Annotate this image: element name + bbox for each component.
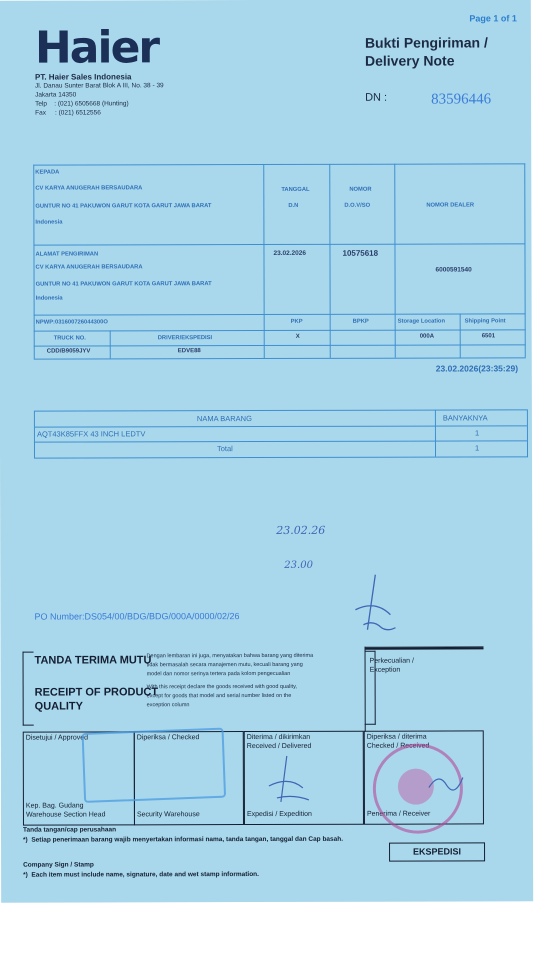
exception-label-2: Exception — [369, 666, 401, 674]
document-title-line1: Bukti Pengiriman / — [364, 34, 488, 51]
driver-signature — [345, 570, 405, 640]
ship-country: Indonesia — [35, 295, 63, 302]
storage-value: 000A — [419, 333, 435, 340]
wh-head-label-2: Warehouse Section Head — [25, 811, 106, 819]
total-label: Total — [216, 444, 233, 454]
kepada-label: KEPADA — [35, 169, 60, 176]
copy-label: EKSPEDISI — [389, 842, 485, 861]
dn-number: 83596446 — [431, 91, 492, 108]
driver-label: DRIVER/EKSPEDISI — [157, 335, 213, 342]
bpkp-label: BPKP — [352, 318, 369, 325]
total-qty: 1 — [474, 443, 480, 453]
shipping-value: 6501 — [481, 333, 496, 340]
delivered-label-2: Received / Delivered — [246, 742, 312, 751]
company-address-line2: Jakarta 14350 — [35, 91, 77, 99]
company-telp: Telp : (021) 6505668 (Hunting) — [35, 100, 129, 108]
quality-receipt-section — [23, 651, 381, 724]
shipping-label: Shipping Point — [464, 318, 506, 325]
item-name: AQT43K85FFX 43 INCH LEDTV — [36, 429, 146, 439]
col-nomor: NOMOR — [349, 186, 372, 193]
receipt-title-id: TANDA TERIMA MUTU — [34, 654, 152, 667]
note-en: *) Each item must include name, signature, date and wet stamp information. — [23, 871, 259, 879]
approved-label: Disetujui / Approved — [25, 734, 89, 742]
dealer-value: 6000591540 — [435, 266, 472, 274]
kepada-name: CV KARYA ANUGERAH BERSAUDARA — [35, 185, 143, 192]
col-banyaknya: BANYAKNYA — [442, 413, 488, 423]
handwritten-date: 23.02.26 — [276, 523, 326, 537]
col-dealer: NOMOR DEALER — [426, 202, 475, 209]
exception-box — [365, 646, 484, 731]
col-nama-barang: NAMA BARANG — [196, 414, 252, 424]
exception-label-1: Perkecualian / — [369, 657, 414, 665]
truck-value: CDD/B9059JYV — [46, 348, 91, 355]
receiver-label: Penerima / Receiver — [366, 810, 431, 818]
company-address-line1: Jl. Danau Sunter Barat Blok A III, No. 38 - 39 — [35, 82, 164, 90]
driver-value: EDVE88 — [177, 348, 201, 355]
wh-head-label-1: Kep. Bag. Gudang — [25, 802, 84, 810]
haier-logo: Haier — [34, 22, 159, 74]
tanggal-value: 23.02.2026 — [273, 249, 307, 257]
truck-label: TRUCK NO. — [53, 335, 86, 342]
receiver-signature — [425, 767, 475, 797]
company-fax: Fax : (021) 6512556 — [35, 109, 101, 117]
npwp-value: NPWP:031600726044300O — [35, 319, 108, 326]
company-name: PT. Haier Sales Indonesia — [35, 72, 132, 82]
received-label-2: Checked / Received — [366, 742, 430, 750]
po-number: PO Number:DS054/00/BDG/BDG/000A/0000/02/26 — [34, 611, 240, 622]
ship-label: ALAMAT PENGIRIMAN — [35, 251, 99, 258]
receipt-text-en-3: exception column — [146, 702, 190, 709]
note-id: *) Setiap penerimaan barang wajib menyertakan informasi nama, tanda tangan, tanggal dan Cap basah. — [23, 835, 344, 844]
dn-label: DN : — [365, 91, 388, 104]
receipt-text-id-3: model dan nomor serinya tertera pada kolom pengecualian — [146, 670, 291, 678]
company-sign-en: Company Sign / Stamp — [23, 861, 94, 869]
pkp-value: X — [295, 333, 300, 340]
kepada-address: GUNTUR NO 41 PAKUWON GARUT KOTA GARUT JAWA BARAT — [35, 203, 212, 210]
storage-label: Storage Location — [397, 318, 446, 325]
receipt-text-en-1: With this receipt declare the goods received with good quality, — [146, 683, 297, 691]
print-timestamp: 23.02.2026(23:35:29) — [435, 363, 519, 374]
receipt-title-en-1: RECEIPT OF PRODUCT — [34, 686, 159, 699]
nomor-value: 10575618 — [342, 248, 379, 258]
receipt-text-id-1: Dengan lembaran ini juga, menyatakan bahwa barang yang diterima — [146, 652, 314, 660]
warehouse-stamp — [82, 728, 227, 803]
received-label-1: Diperiksa / diterima — [366, 733, 427, 741]
ship-name: CV KARYA ANUGERAH BERSAUDARA — [35, 264, 143, 271]
item-qty: 1 — [474, 428, 480, 438]
col-tanggal-sub: D.N — [288, 202, 299, 209]
expedition-signature — [263, 752, 333, 808]
checked-label: Diperiksa / Checked — [136, 734, 200, 742]
receipt-text-id-2: tidak bermasalah secara manajemen mutu, kecuali barang yang — [146, 661, 303, 669]
receipt-text-en-2: except for goods that model and serial number listed on the — [146, 692, 292, 700]
col-nomor-sub: D.O.V/SO — [344, 202, 371, 209]
kepada-country: Indonesia — [35, 219, 63, 226]
document-title-line2: Delivery Note — [364, 52, 455, 69]
delivered-label-1: Diterima / dikirimkan — [246, 733, 311, 742]
items-table — [34, 409, 528, 458]
handwritten-time: 23.00 — [284, 559, 313, 571]
ship-address: GUNTUR NO 41 PAKUWON GARUT KOTA GARUT JAWA BARAT — [35, 281, 212, 288]
col-tanggal: TANGGAL — [281, 186, 310, 193]
receipt-title-en-2: QUALITY — [34, 700, 83, 713]
pkp-label: PKP — [290, 318, 303, 325]
security-label: Security Warehouse — [136, 811, 200, 819]
page-indicator: Page 1 of 1 — [469, 13, 517, 24]
company-sign-id: Tanda tangan/cap perusahaan — [22, 826, 117, 834]
expedition-label: Expedisi / Expedition — [246, 810, 312, 819]
document-title — [365, 33, 525, 69]
